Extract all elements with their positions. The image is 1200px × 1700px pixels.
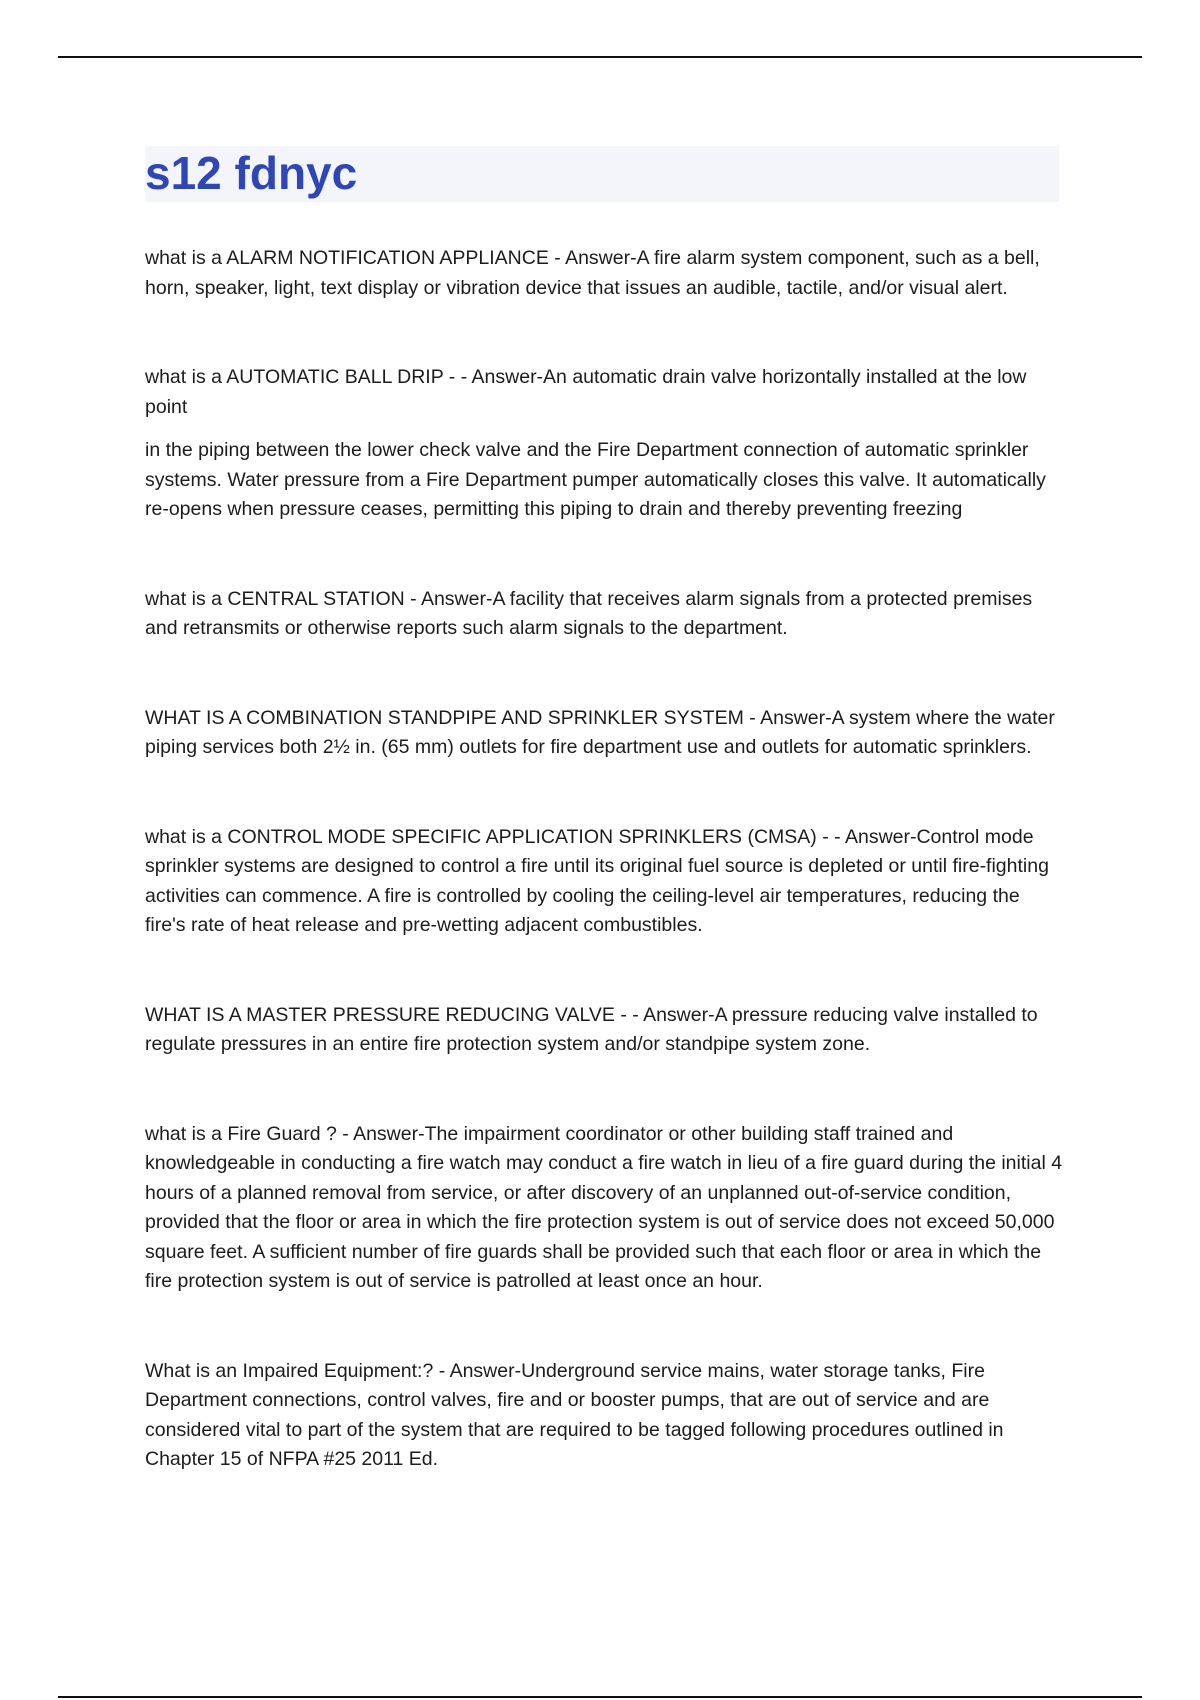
qa-entry-automatic-ball-drip <box>145 363 1065 525</box>
qa-list <box>145 244 1065 1535</box>
qa-text: what is a Fire Guard ? - Answer-The impairment coordinator or other building staff trained and knowledgeable in conducting a fire watch may conduct a fire watch in lieu of a fire guard during the initial 4 hours of a planned removal from service, or after discovery of an unplanned out-of-service condition, provided that the floor or area in which the fire protection system is out of service does not exceed 50,000 square feet. A sufficient number of fire guards shall be provided such that each floor or area in which the fire protection system is out of service is patrolled at least once an hour. <box>145 1122 1063 1292</box>
qa-text: WHAT IS A MASTER PRESSURE REDUCING VALVE - - Answer-A pressure reducing valve installed to regulate pressures in an entire fire protection system and/or standpipe system zone. <box>145 1003 1038 1055</box>
top-rule <box>58 56 1142 58</box>
qa-entry-master-pressure-reducing-valve <box>145 1001 1065 1060</box>
qa-text-continuation: in the piping between the lower check valve and the Fire Department connection of automatic sprinkler systems. Water pressure from a Fire Department pumper automatically closes this valve. It automatically re-opens when pressure ceases, permitting this piping to drain and thereby preventing freezing <box>145 439 1046 520</box>
qa-text: what is a AUTOMATIC BALL DRIP - - Answer-An automatic drain valve horizontally installed at the low point <box>145 366 1027 418</box>
bottom-rule <box>58 1696 1142 1698</box>
qa-entry-combination-standpipe <box>145 704 1065 763</box>
qa-entry-cmsa-sprinklers <box>145 823 1065 941</box>
qa-text: what is a ALARM NOTIFICATION APPLIANCE - Answer-A fire alarm system component, such as a bell, horn, speaker, light, text display or vibration device that issues an audible, tactile, and/or visual alert. <box>145 247 1040 299</box>
qa-text: what is a CONTROL MODE SPECIFIC APPLICATION SPRINKLERS (CMSA) - - Answer-Control mode sprinkler systems are designed to control a fire until its original fuel source is depleted or until fire-fighting activities can commence. A fire is controlled by cooling the ceiling-level air temperatures, reducing the fire's rate of heat release and pre-wetting adjacent combustibles. <box>145 825 1049 936</box>
qa-entry-fire-guard <box>145 1120 1065 1297</box>
document-title: s12 fdnyc <box>145 147 358 199</box>
qa-entry-central-station <box>145 585 1065 644</box>
qa-entry-impaired-equipment <box>145 1357 1065 1475</box>
qa-entry-alarm-notification-appliance <box>145 244 1065 303</box>
qa-text: what is a CENTRAL STATION - Answer-A facility that receives alarm signals from a protected premises and retransmits or otherwise reports such alarm signals to the department. <box>145 587 1033 639</box>
qa-text: WHAT IS A COMBINATION STANDPIPE AND SPRINKLER SYSTEM - Answer-A system where the water piping services both 2½ in. (65 mm) outlets for fire department use and outlets for automatic sprinklers. <box>145 706 1055 758</box>
qa-text: What is an Impaired Equipment:? - Answer-Underground service mains, water storage tanks, Fire Department connections, control valves, fire and or booster pumps, that are out of service and are considered vital to part of the system that are required to be tagged following procedures outlined in Chapter 15 of NFPA #25 2011 Ed. <box>145 1359 1004 1470</box>
